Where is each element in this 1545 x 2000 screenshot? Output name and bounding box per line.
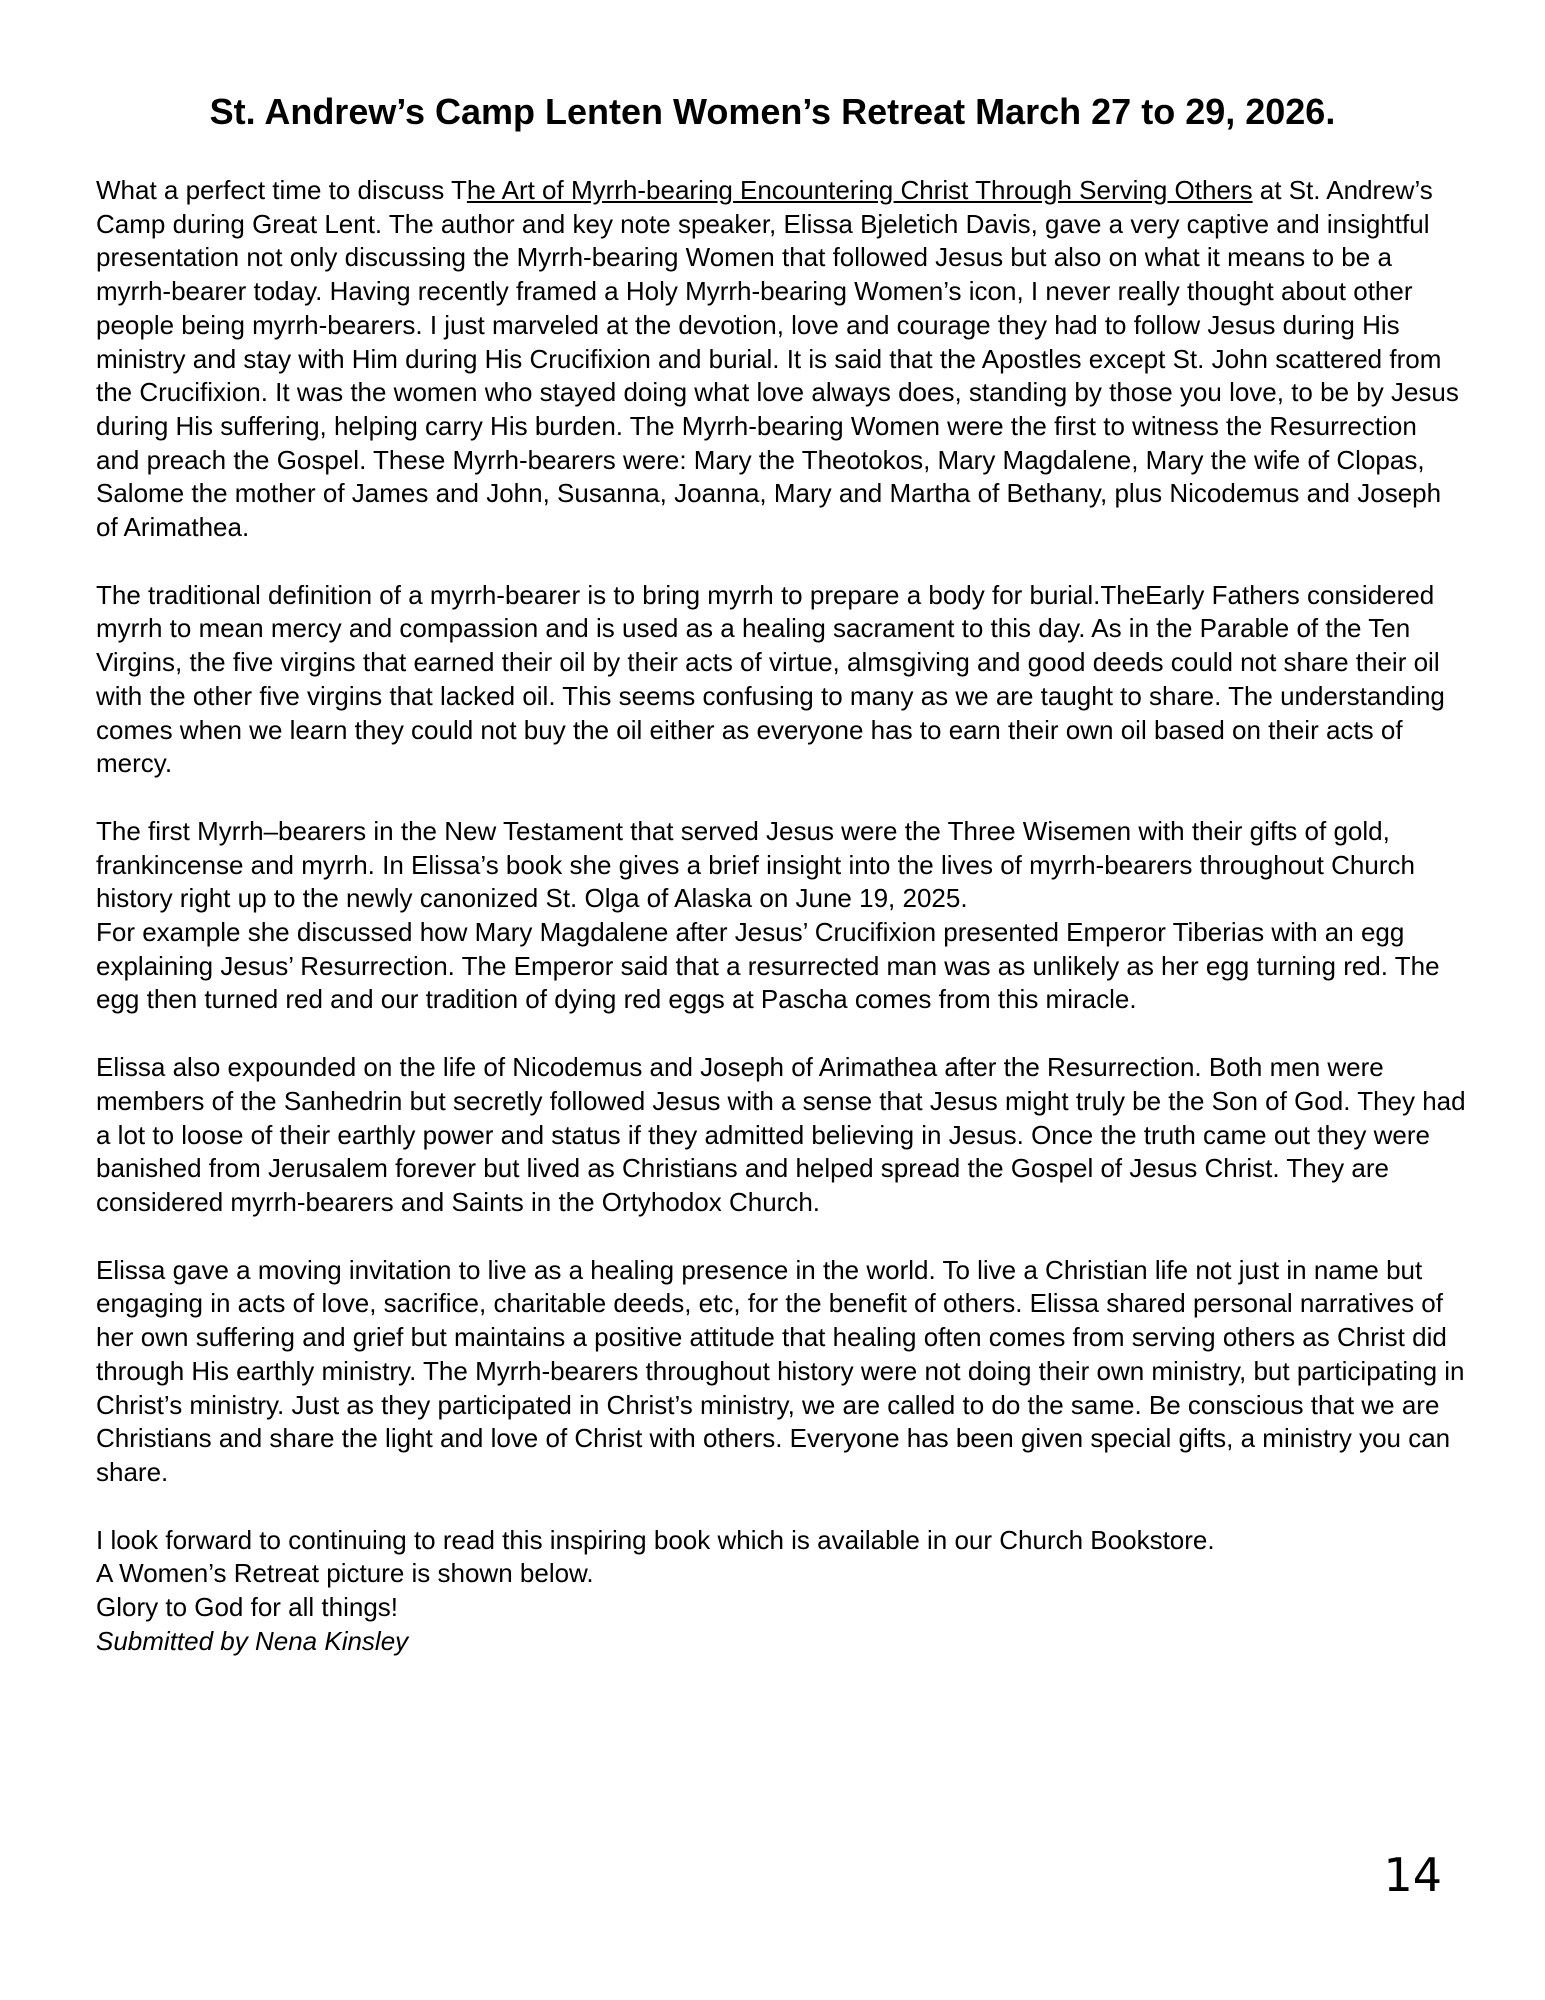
paragraph-definition: The traditional definition of a myrrh-bearer is to bring myrrh to prepare a body for burial.TheEarly Fathers considered myrrh to mean mercy and compassion and is used as a healing sacrament to this day. As in the Parable of the Ten Virgins, the five virgins that earned their oil by their acts of virtue, almsgiving and good deeds could not share their oil with the other five virgins that lacked oil. This seems confusing to many as we are taught to share. The understanding comes when we learn they could not buy the oil either as everyone has to earn their own oil based on their acts of mercy. xyxy=(96,579,1445,779)
paragraph-intro xyxy=(96,174,1466,545)
closing-block xyxy=(96,1524,1466,1659)
closing-line-picture: A Women’s Retreat picture is shown below. xyxy=(96,1558,594,1589)
article-body xyxy=(96,174,1466,1692)
paragraph-invitation: Elissa gave a moving invitation to live as a healing presence in the world. To live a Christian life not just in name but engaging in acts of love, sacrifice, charitable deeds, etc, for the benefit of others. Elissa shared personal narratives of her own suffering and grief but maintains a positive attitude that healing often comes from serving others as Christ did through His earthly ministry. The Myrrh-bearers throughout history were not doing their own ministry, but participating in Christ’s ministry. Just as they participated in Christ’s ministry, we are called to do the same. Be conscious that we are Christians and share the light and love of Christ with others. Everyone has been given special gifts, a ministry you can share. xyxy=(96,1254,1465,1487)
intro-rest-text: at St. Andrew’s Camp during Great Lent. The author and key note speaker, Elissa Bjeletich Davis, gave a very captive and insightful presentation not only discussing the Myrrh-bearing Women that followed Jesus but also on what it means to be a myrrh-bearer today. Having recently framed a Holy Myrrh-bearing Women’s icon, I never really thought about other people being myrrh-bearers. I just marveled at the devotion, love and courage they had to follow Jesus during His ministry and stay with Him during His Crucifixion and burial. It is said that the Apostles except St. John scattered from the Crucifixion. It was the women who stayed doing what love always does, standing by those you love, to be by Jesus during His suffering, helping carry His burden. The Myrrh-bearing Women were the first to witness the Resurrection and preach the Gospel. These Myrrh-bearers were: Mary the Theotokos, Mary Magdalene, Mary the wife of Clopas, Salome the mother of James and John, Susanna, Joanna, Mary and Martha of Bethany, plus Nicodemus and Joseph of Arimathea. xyxy=(96,175,1459,543)
paragraph-history xyxy=(96,815,1466,1017)
paragraph-nicodemus: Elissa also expounded on the life of Nicodemus and Joseph of Arimathea after the Resurrection. Both men were members of the Sanhedrin but secretly followed Jesus with a sense that Jesus might truly be the Son of God. They had a lot to loose of their earthly power and status if they admitted believing in Jesus. Once the truth came out they were banished from Jerusalem forever but lived as Christians and helped spread the Gospel of Jesus Christ. They are considered myrrh-bearers and Saints in the Ortyhodox Church. xyxy=(96,1052,1466,1217)
page-number: 14 xyxy=(1383,1848,1442,1902)
signature: Submitted by Nena Kinsley xyxy=(96,1625,409,1656)
history-text: The first Myrrh–bearers in the New Testament that served Jesus were the Three Wisemen with their gifts of gold, frankincense and myrrh. In Elissa’s book she gives a brief insight into the lives of myrrh-bearers throughout Church history right up to the newly canonized St. Olga of Alaska on June 19, 2025. xyxy=(96,815,1415,914)
article-title: St. Andrew’s Camp Lenten Women’s Retreat March 27 to 29, 2026. xyxy=(209,91,1336,132)
book-title: he Art of Myrrh-bearing Encountering Christ Through Serving Others xyxy=(466,175,1253,205)
closing-line-glory: Glory to God for all things! xyxy=(96,1592,399,1623)
closing-line-bookstore: I look forward to continuing to read this inspiring book which is available in our Church Bookstore. xyxy=(96,1524,1215,1555)
egg-story-text: For example she discussed how Mary Magdalene after Jesus’ Crucifixion presented Emperor Tiberias with an egg explaining Jesus’ Resurrection. The Emperor said that a resurrected man was as unlikely as her egg turning red. The egg then turned red and our tradition of dying red eggs at Pascha comes from this miracle. xyxy=(96,917,1440,1015)
intro-lead-text: What a perfect time to discuss T xyxy=(96,175,467,205)
